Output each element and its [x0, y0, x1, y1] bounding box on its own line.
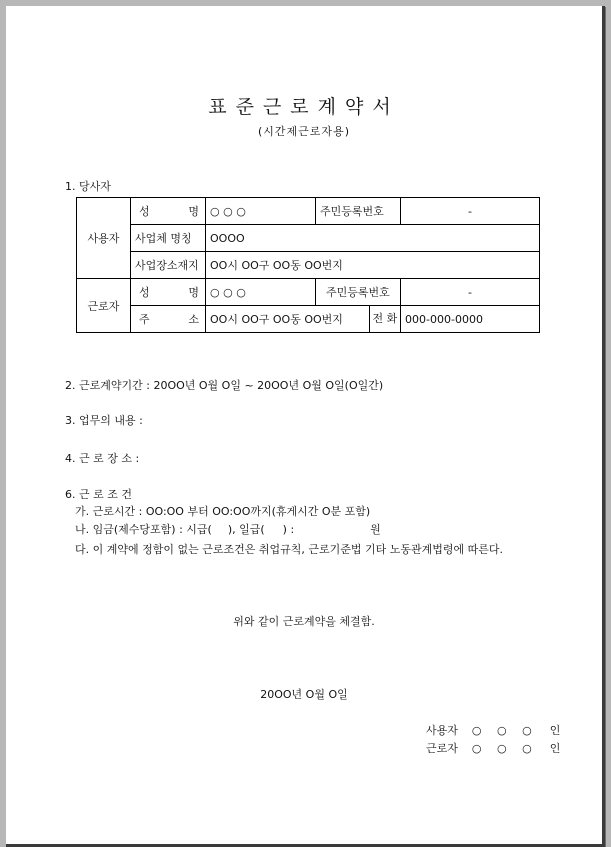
document-subtitle: (시간제근로자용)	[258, 125, 350, 138]
employer-id-value: -	[401, 198, 540, 225]
address-label	[131, 306, 206, 333]
wage-mid2: ) :	[282, 523, 295, 536]
phone-label: 전 화	[369, 306, 400, 332]
employer-name-label	[131, 198, 206, 225]
name-label-last: 명	[188, 286, 199, 299]
name-label-last: 명	[188, 205, 199, 218]
employer-id-label: 주민등록번호	[316, 198, 401, 225]
employer-name-value: ○ ○ ○	[206, 198, 316, 225]
signature-name: ○ ○ ○	[471, 724, 538, 737]
name-label-first: 성	[139, 286, 150, 299]
address-text: OO시 OO구 OO동 OO번지	[210, 313, 343, 326]
seal-mark: 인	[549, 724, 561, 737]
section-6-hours: 가. 근로시간 : OO:OO 부터 OO:OO까지(휴게시간 O분 포함)	[75, 505, 371, 518]
company-label: 사업체 명칭	[131, 225, 206, 252]
wage-prefix: 나. 임금(제수당포함) : 시급(	[75, 523, 212, 536]
section-4-location: 4. 근 로 장 소 :	[65, 452, 140, 465]
seal-mark: 인	[549, 742, 561, 755]
section-1-title: 1. 당사자	[65, 180, 111, 193]
employer-name-row	[77, 198, 540, 225]
worker-name-value: ○ ○ ○	[206, 279, 316, 306]
address-label-first: 주	[139, 313, 150, 326]
worker-role-cell: 근로자	[77, 279, 131, 333]
address-value	[206, 306, 401, 333]
worker-address-row	[77, 306, 540, 333]
closing-statement: 위와 같이 근로계약을 체결함.	[233, 615, 375, 628]
signature-name: ○ ○ ○	[471, 742, 538, 755]
document-page	[6, 6, 605, 847]
parties-table	[76, 197, 540, 333]
worker-id-value: -	[401, 279, 540, 306]
worker-name-row	[77, 279, 540, 306]
company-value: OOOO	[206, 225, 540, 252]
address-label-last: 소	[188, 313, 199, 326]
worker-name-label	[131, 279, 206, 306]
signature-worker	[426, 740, 560, 756]
employer-company-row	[77, 225, 540, 252]
employer-role-cell: 사용자	[77, 198, 131, 279]
contract-date: 20OO년 O월 O일	[260, 688, 348, 701]
worker-id-label: 주민등록번호	[316, 279, 401, 306]
signature-role: 사용자	[426, 724, 458, 737]
name-label-first: 성	[139, 205, 150, 218]
section-6-other: 다. 이 계약에 정함이 없는 근로조건은 취업규칙, 근로기준법 기타 노동관계법령에 따른다.	[75, 543, 503, 556]
section-2-period: 2. 근로계약기간 : 20OO년 O월 O일 ~ 20OO년 O월 O일(O일간)	[65, 379, 384, 392]
wage-unit: 원	[370, 523, 381, 536]
wage-mid: ), 일급(	[227, 523, 265, 536]
section-6-wage	[75, 521, 381, 537]
document-title: 표준근로계약서	[208, 96, 400, 118]
location-value: OO시 OO구 OO동 OO번지	[206, 252, 540, 279]
signature-employer	[426, 722, 560, 738]
phone-value: 000-000-0000	[401, 306, 540, 333]
signature-role: 근로자	[426, 742, 458, 755]
section-3-duties: 3. 업무의 내용 :	[65, 414, 143, 427]
section-6-title: 6. 근 로 조 건	[65, 488, 132, 501]
location-label: 사업장소재지	[131, 252, 206, 279]
employer-location-row	[77, 252, 540, 279]
